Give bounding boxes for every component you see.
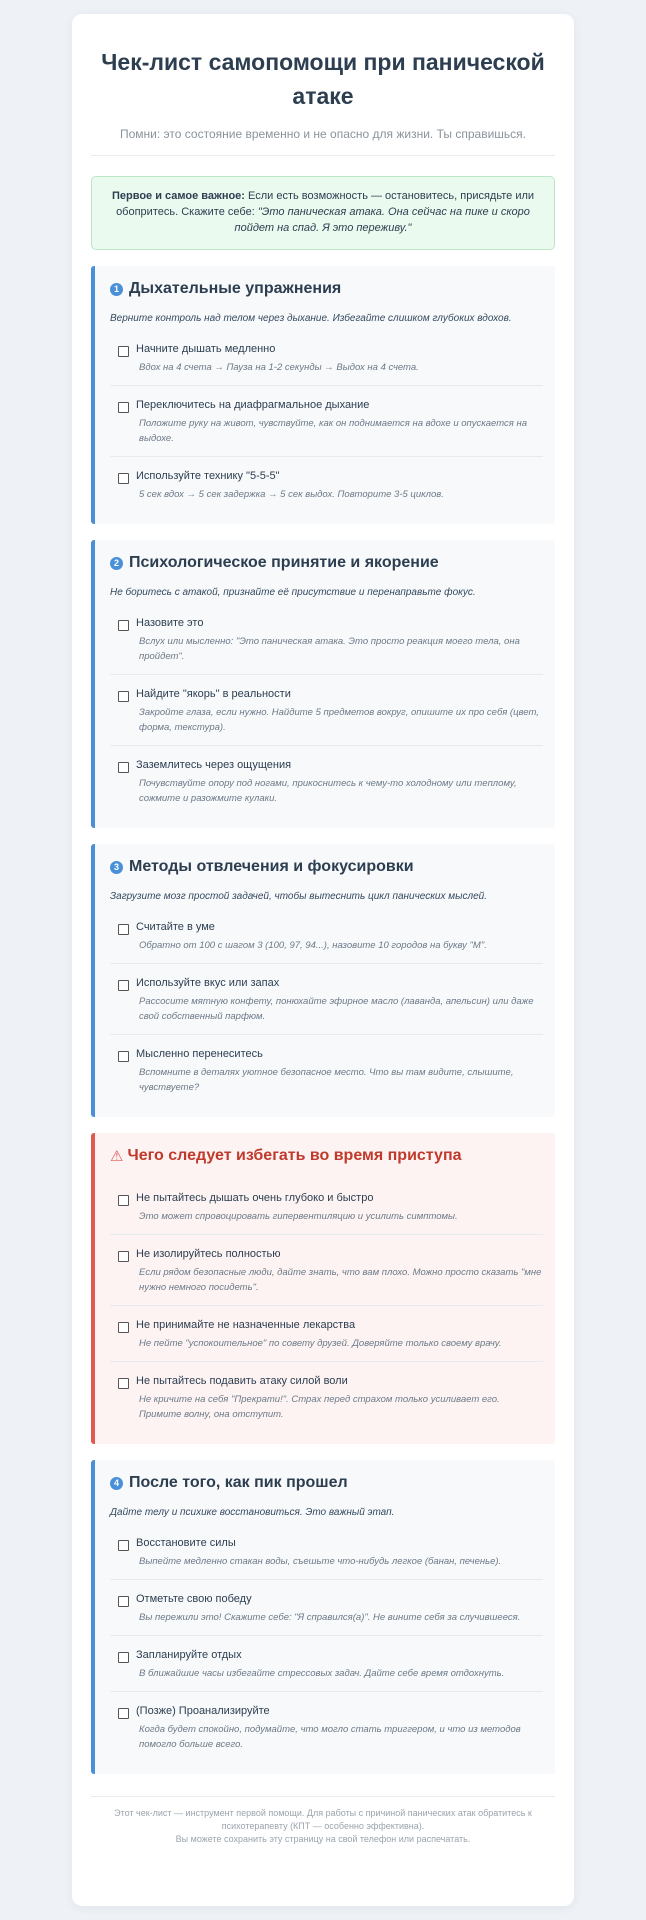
checkbox[interactable] — [118, 473, 129, 484]
section-breathing — [91, 266, 555, 524]
section-desc: Дайте телу и психике восстановиться. Это важный этап. — [110, 1507, 395, 1518]
checklist-item — [110, 746, 543, 816]
item-desc: Вспомните в деталях уютное безопасное место. Что вы там видите, слышите, чувствуете? — [139, 1067, 514, 1093]
intro-box — [91, 176, 555, 250]
item-desc: Не кричите на себя "Прекрати!". Страх перед страхом только усиливает его. Примите волну, она отступит. — [139, 1394, 500, 1420]
item-desc: Не пейте "успокоительное" по совету друзей. Доверяйте только своему врачу. — [139, 1338, 502, 1349]
checklist-item — [110, 1179, 543, 1235]
warning-icon: ⚠ — [110, 1148, 124, 1165]
item-desc: Обратно от 100 с шагом 3 (100, 97, 94...), назовите 10 городов на букву "М". — [139, 940, 487, 951]
checklist-item — [110, 1362, 543, 1432]
item-title: Считайте в уме — [136, 921, 215, 933]
item-title: Не изолируйтесь полностью — [136, 1248, 281, 1260]
checklist-item — [110, 1636, 543, 1692]
intro-lead: Первое и самое важное: — [111, 190, 245, 202]
checkbox[interactable] — [118, 762, 129, 773]
checklist-item — [110, 1035, 543, 1105]
checklist-item — [110, 457, 543, 512]
item-desc: Когда будет спокойно, подумайте, что могло стать триггером, и что из методов помогло больше всего. — [139, 1724, 521, 1750]
checkbox[interactable] — [118, 620, 129, 631]
checkbox[interactable] — [118, 1251, 129, 1262]
checklist-item — [110, 1235, 543, 1306]
checklist-item — [110, 386, 543, 457]
section-desc: Верните контроль над телом через дыхание. Избегайте слишком глубоких вдохов. — [110, 313, 512, 324]
item-desc: Вдох на 4 счета → Пауза на 1-2 секунды → Выдох на 4 счета. — [139, 362, 419, 373]
checkbox[interactable] — [118, 1378, 129, 1389]
item-desc: Рассосите мятную конфету, понюхайте эфирное масло (лаванда, апельсин) или даже свой собственный парфюм. — [139, 996, 534, 1022]
checkbox[interactable] — [118, 1596, 129, 1607]
checkbox[interactable] — [118, 1708, 129, 1719]
item-title: Не принимайте не назначенные лекарства — [136, 1319, 356, 1331]
item-desc: Вслух или мысленно: "Это паническая атака. Это просто реакция моего тела, она пройдет". — [139, 636, 520, 662]
section-avoid — [91, 1133, 555, 1444]
item-desc: В ближайшие часы избегайте стрессовых задач. Дайте себе время отдохнуть. — [139, 1668, 505, 1679]
item-title: (Позже) Проанализируйте — [136, 1705, 270, 1717]
checklist-item — [110, 604, 543, 675]
section-after-peak — [91, 1460, 555, 1774]
footer-divider — [91, 1796, 555, 1797]
footer — [91, 1807, 555, 1846]
item-title: Используйте технику "5-5-5" — [136, 470, 280, 482]
checkbox[interactable] — [118, 346, 129, 357]
item-title: Мысленно перенеситесь — [136, 1048, 263, 1060]
header-divider — [91, 155, 555, 156]
intro-text: Если есть возможность — остановитесь, присядьте или обопритесь. Скажите себе: — [116, 190, 535, 218]
item-title: Найдите "якорь" в реальности — [136, 688, 291, 700]
item-title: Восстановите силы — [136, 1537, 236, 1549]
footer-save-note: Вы можете сохранить эту страницу на свой телефон или распечатать. — [175, 1834, 471, 1844]
item-title: Не пытайтесь дышать очень глубоко и быстро — [136, 1192, 374, 1204]
checklist-item — [110, 964, 543, 1035]
checklist-item — [110, 1580, 543, 1636]
checklist-item — [110, 330, 543, 386]
page-title: Чек-лист самопомощи при панической атаке — [101, 49, 545, 109]
checkbox[interactable] — [118, 1195, 129, 1206]
item-desc: 5 сек вдох → 5 сек задержка → 5 сек выдох. Повторите 3-5 циклов. — [139, 489, 444, 500]
section-title: Методы отвлечения и фокусировки — [129, 858, 414, 875]
item-desc: Это может спровоцировать гипервентиляцию и усилить симптомы. — [139, 1211, 458, 1222]
number-4-icon: 4 — [110, 1477, 123, 1490]
number-3-icon: 3 — [110, 861, 123, 874]
section-title: После того, как пик прошел — [129, 1474, 348, 1491]
number-1-icon: 1 — [110, 283, 123, 296]
page-subtitle: Помни: это состояние временно и не опасно для жизни. Ты справишься. — [120, 127, 526, 141]
intro-quote: "Это паническая атака. Она сейчас на пике и скоро пойдет на спад. Я это переживу." — [234, 206, 530, 234]
checkbox[interactable] — [118, 980, 129, 991]
item-desc: Положите руку на живот, чувствуйте, как он поднимается на вдохе и опускается на выдохе. — [139, 418, 527, 444]
item-title: Назовите это — [136, 617, 204, 629]
item-title: Переключитесь на диафрагмальное дыхание — [136, 399, 370, 411]
item-desc: Закройте глаза, если нужно. Найдите 5 предметов вокруг, опишите их про себя (цвет, форма, текстура). — [139, 707, 539, 733]
section-desc: Загрузите мозг простой задачей, чтобы вытеснить цикл панических мыслей. — [110, 891, 488, 902]
item-title: Используйте вкус или запах — [136, 977, 280, 989]
item-desc: Вы пережили это! Скажите себе: "Я справился(а)". Не вините себя за случившееся. — [139, 1612, 521, 1623]
item-title: Заземлитесь через ощущения — [136, 759, 292, 771]
item-title: Отметьте свою победу — [136, 1593, 252, 1605]
section-acceptance — [91, 540, 555, 828]
checkbox[interactable] — [118, 1051, 129, 1062]
item-desc: Если рядом безопасные люди, дайте знать, что вам плохо. Можно просто сказать "мне нужно немного посидеть". — [139, 1267, 542, 1293]
section-title: Чего следует избегать во время приступа — [127, 1147, 462, 1164]
item-desc: Почувствуйте опору под ногами, прикоснитесь к чему-то холодному или теплому, сожмите и разожмите кулаки. — [139, 778, 517, 804]
checkbox[interactable] — [118, 691, 129, 702]
item-title: Не пытайтесь подавить атаку силой воли — [136, 1375, 348, 1387]
section-title: Психологическое принятие и якорение — [129, 554, 439, 571]
item-title: Запланируйте отдых — [136, 1649, 242, 1661]
checkbox[interactable] — [118, 402, 129, 413]
checkbox[interactable] — [118, 1322, 129, 1333]
number-2-icon: 2 — [110, 557, 123, 570]
checklist-item — [110, 1306, 543, 1362]
section-distraction — [91, 844, 555, 1117]
checklist-item — [110, 1524, 543, 1580]
footer-note: Этот чек-лист — инструмент первой помощи. Для работы с причиной панических атак обратитесь к психотерапевту (КПТ — особенно эффективна). — [114, 1808, 532, 1831]
checkbox[interactable] — [118, 1652, 129, 1663]
item-desc: Выпейте медленно стакан воды, съешьте что-нибудь легкое (банан, печенье). — [139, 1556, 502, 1567]
checklist-item — [110, 1692, 543, 1762]
section-desc: Не боритесь с атакой, признайте её присутствие и перенаправьте фокус. — [110, 587, 476, 598]
checkbox[interactable] — [118, 1540, 129, 1551]
checklist-item — [110, 675, 543, 746]
item-title: Начните дышать медленно — [136, 343, 276, 355]
checklist-card — [72, 14, 574, 1906]
checkbox[interactable] — [118, 924, 129, 935]
checklist-item — [110, 908, 543, 964]
section-title: Дыхательные упражнения — [129, 280, 342, 297]
